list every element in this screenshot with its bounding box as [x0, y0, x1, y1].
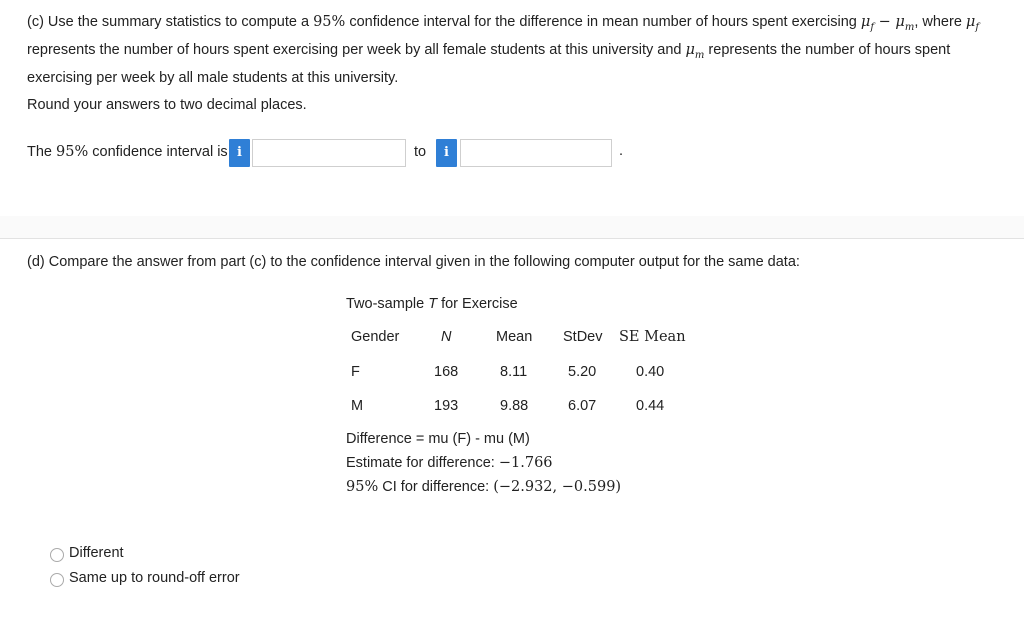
confidence-level: 95%	[313, 14, 346, 30]
header-mean: Mean	[496, 329, 533, 345]
header-n: N	[441, 329, 452, 345]
radio-button[interactable]	[50, 548, 64, 562]
choice-label[interactable]: Different	[69, 545, 124, 561]
question-text: , where	[914, 14, 966, 30]
header-gender: Gender	[351, 329, 400, 345]
header-se-mean: SE Mean	[619, 329, 686, 345]
row-f-mean: 8.11	[500, 364, 528, 380]
row-f-gender: F	[351, 364, 360, 380]
section-divider	[0, 238, 1024, 239]
row-m-mean: 9.88	[500, 398, 529, 414]
info-icon[interactable]: i	[229, 139, 250, 167]
estimate-line: Estimate for difference: −1.766	[346, 455, 553, 471]
header-stdev: StDev	[563, 329, 603, 345]
choice-label[interactable]: Same up to round-off error	[69, 570, 240, 586]
part-d-question: (d) Compare the answer from part (c) to the confidence interval given in the following computer output for the same data:	[27, 254, 800, 270]
row-m-gender: M	[351, 398, 364, 414]
info-icon[interactable]: i	[436, 139, 457, 167]
radio-button[interactable]	[50, 573, 64, 587]
mu-m-symbol: $\mu_m$	[895, 14, 915, 33]
ci-line: 95% CI for difference: (−2.932, −0.599)	[346, 479, 622, 495]
row-f-stdev: 5.20	[568, 364, 597, 380]
lower-bound-input[interactable]	[252, 139, 406, 167]
to-label: to	[414, 144, 427, 160]
question-text: confidence interval for the difference in mean number of hours spent exercising	[345, 14, 861, 30]
part-c-section	[0, 0, 1024, 216]
row-m-n: 193	[434, 398, 459, 414]
question-text: represents the number of hours spent exercising per week by all male students at this university.	[27, 41, 951, 86]
question-text: represents the number of hours spent exercising per week by all female students at this university and	[27, 41, 686, 58]
period: .	[619, 143, 624, 159]
ci-label: The 95% confidence interval is	[27, 144, 228, 160]
mu-m-symbol: $\mu_m$	[685, 41, 705, 61]
rounding-instruction: Round your answers to two decimal places.	[27, 97, 307, 113]
question-text: (c) Use the summary statistics to compute a	[27, 14, 314, 30]
mu-f-symbol: $\mu_f$	[860, 14, 875, 33]
mu-f-symbol: $\mu_f$	[965, 14, 980, 33]
row-f-n: 168	[434, 364, 459, 380]
difference-line: Difference = mu (F) - mu (M)	[346, 431, 530, 447]
row-m-stdev: 6.07	[568, 398, 597, 414]
output-title: Two-sample T for Exercise	[346, 296, 518, 312]
output-summary	[346, 427, 621, 499]
part-c-question	[27, 11, 1017, 89]
upper-bound-input[interactable]	[460, 139, 612, 167]
section-gap	[0, 216, 1024, 238]
minus-sign: −	[874, 14, 896, 30]
row-f-se-mean: 0.40	[636, 364, 665, 380]
row-m-se-mean: 0.44	[636, 398, 665, 414]
